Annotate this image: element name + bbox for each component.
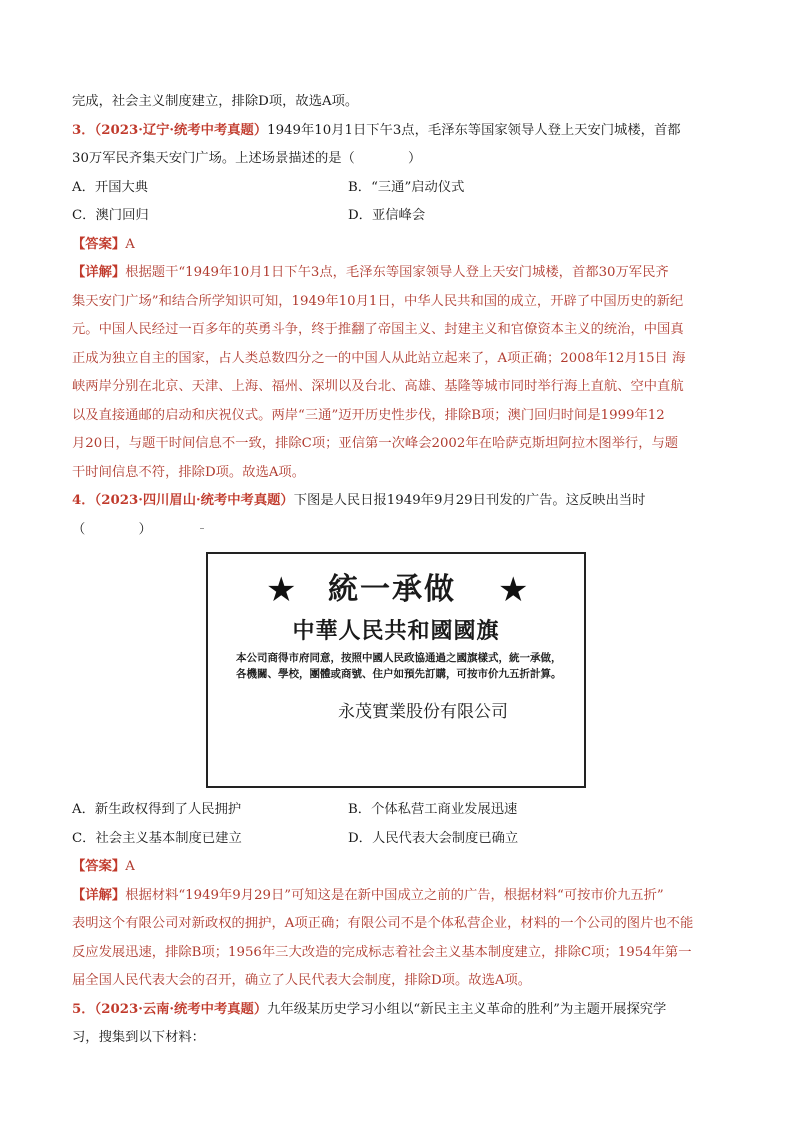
q3-explain-line: 月20日，与题干时间信息不一致，排除C项；亚信第一次峰会2002年在哈萨克斯坦阿拉木图举行，与题 — [72, 436, 679, 451]
q4-option-b: B．个体私营工商业发展迅速 — [348, 802, 518, 817]
ad-title-row — [208, 568, 584, 612]
q4-explain-line: 届全国人民代表大会的召开，确立了人民代表大会制度，排除D项。故选A项。 — [72, 973, 532, 988]
q3-explain-line: 干时间信息不符，排除D项。故选A项。 — [72, 464, 306, 480]
image-crop-mark — [200, 528, 204, 529]
ad-body-text: 本公司商得市府同意，按照中國人民政協通過之國旗樣式，統一承做，各機關、學校，團體或商號、住户如預先訂購，可按市价九五折計算。 — [236, 652, 562, 680]
q5-stem-line2: 习，搜集到以下材料： — [72, 1030, 205, 1045]
q4-explain-line: 根据材料“1949年9月29日”可知这是在新中国成立之前的广告，根据材料“可按市价九五折” — [125, 887, 664, 903]
q4-explain-line: 表明这个有限公司对新政权的拥护，A项正确；有限公司不是个体私营企业，材料的一个公司的图片也不能 — [72, 916, 694, 931]
q5-stem-line1: 九年级某历史学习小组以“新民主主义革命的胜利”为主题开展探究学 — [267, 1001, 667, 1017]
q3-answer-value: A — [125, 236, 135, 252]
q3-explain-line: 集天安门广场”和结合所学知识可知，1949年10月1日，中华人民共和国的成立，开辟了中国历史的新纪 — [72, 293, 684, 309]
q3-option-b: B．“三通”启动仪式 — [348, 179, 465, 195]
document-page — [72, 88, 722, 1053]
q3-stem-line1: 1949年10月1日下午3点，毛泽东等国家领导人登上天安门城楼，首都 — [267, 122, 681, 138]
ad-company-name: 永茂實業股份有限公司 — [338, 702, 508, 722]
q3-option-d: D．亚信峰会 — [348, 208, 426, 223]
q4-explain-line: 反应发展迅速，排除B项；1956年三大改造的完成标志着社会主义基本制度建立，排除C项；1954年第一 — [72, 944, 692, 960]
q3-explain-line: 元。中国人民经过一百多年的英勇斗争，终于推翻了帝国主义、封建主义和官僚资本主义的统治，中国真 — [72, 322, 684, 337]
q3-answer — [72, 231, 722, 260]
ad-title: 統一承做 — [328, 572, 456, 607]
q3-explain-label: 【详解】 — [72, 265, 126, 280]
ad-subtitle: 中華人民共和國國旗 — [292, 619, 500, 644]
q4-option-c: C．社会主义基本制度已建立 — [72, 830, 242, 846]
q4-option-a: A．新生政权得到了人民拥护 — [72, 802, 242, 817]
q4-explain-label: 【详解】 — [72, 887, 126, 903]
q3-explain-line: 峡两岸分别在北京、天津、上海、福州、深圳以及台北、高雄、基隆等城市同时举行海上直航、空中直航 — [72, 379, 684, 394]
q4-answer — [72, 853, 722, 882]
q4-option-d: D．人民代表大会制度已确立 — [348, 830, 519, 846]
q3-options-row2 — [72, 202, 722, 231]
q4-options-row1 — [72, 796, 722, 825]
q4-explanation — [72, 882, 722, 996]
q4-answer-value: A — [125, 859, 135, 874]
q4-stem — [72, 487, 722, 516]
q3-explain-line: 正成为独立自主的国家，占人类总数四分之一的中国人从此站立起来了，A项正确；2008年12月15日 海 — [72, 350, 686, 366]
q3-option-a: A．开国大典 — [72, 179, 149, 195]
q3-explanation — [72, 259, 722, 487]
q5-stem — [72, 996, 722, 1025]
q4-source: 4．（2023·四川眉山·统考中考真题） — [72, 493, 294, 508]
star-icon: ★ — [498, 570, 529, 610]
q4-stem-line1: 下图是人民日报1949年9月29日刊发的广告。这反映出当时 — [293, 493, 646, 508]
q3-explain-line: 以及直接通邮的启动和庆祝仪式。两岸“三通”迈开历史性步伐，排除B项；澳门回归时间是1999年12 — [72, 407, 665, 423]
q3-explain-line: 根据题干“1949年10月1日下午3点，毛泽东等国家领导人登上天安门城楼，首都30万军民齐 — [125, 265, 669, 280]
q3-answer-label: 【答案】 — [72, 236, 126, 252]
q4-options-row2 — [72, 825, 722, 854]
q3-option-c: C．澳门回归 — [72, 208, 149, 223]
prev-explanation-tail: 完成，社会主义制度建立，排除D项，故选A项。 — [72, 94, 359, 109]
q3-source: 3．（2023·辽宁·统考中考真题） — [72, 122, 268, 138]
q3-stem-line2: 30万军民齐集天安门广场。上述场景描述的是（ ） — [72, 151, 422, 166]
newspaper-ad-image — [206, 552, 586, 788]
q5-source: 5．（2023·云南·统考中考真题） — [72, 1001, 268, 1017]
star-icon: ★ — [266, 570, 297, 610]
q4-stem-line2: （ ） — [72, 521, 152, 537]
q3-options-row1 — [72, 174, 722, 203]
q4-answer-label: 【答案】 — [72, 859, 126, 874]
q3-stem — [72, 117, 722, 146]
